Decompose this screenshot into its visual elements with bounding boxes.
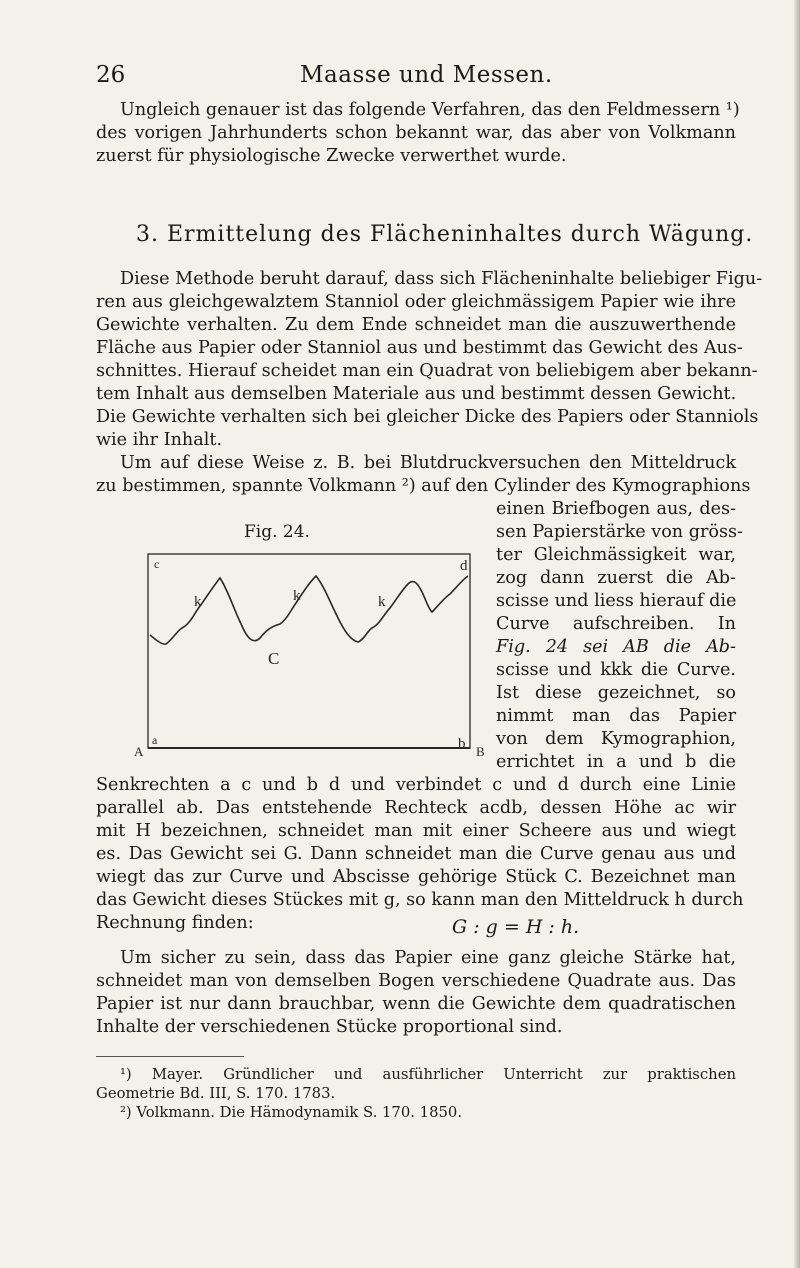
text-line: parallel ab. Das entstehende Rechteck acdb, dessen Höhe ac wir — [96, 798, 736, 818]
curve-kkk — [150, 576, 468, 644]
text-line: sen Papierstärke von gröss- — [496, 522, 743, 542]
text-line: Curve aufschreiben. In — [496, 614, 736, 634]
text-line: Papier ist nur dann brauchbar, wenn die Gewichte dem quadratischen — [96, 994, 736, 1014]
text-line: des vorigen Jahrhunderts schon bekannt war, das aber von Volkmann — [96, 123, 736, 143]
page-number: 26 — [96, 62, 126, 88]
text-line: Um auf diese Weise z. B. bei Blutdruckversuchen den Mitteldruck — [120, 453, 736, 473]
text-line: von dem Kymographion, — [496, 729, 736, 749]
text-line: nimmt man das Papier — [496, 706, 736, 726]
running-title: Maasse und Messen. — [300, 62, 553, 88]
text-line: Fig. 24 sei AB die Ab- — [496, 637, 736, 657]
text-line: Um sicher zu sein, dass das Papier eine ganz gleiche Stärke hat, — [120, 948, 736, 968]
text-line: scisse und kkk die Curve. — [496, 660, 736, 680]
label-d: d — [460, 558, 468, 574]
text-line: Fläche aus Papier oder Stanniol aus und bestimmt das Gewicht des Aus- — [96, 338, 743, 358]
label-a: a — [152, 733, 158, 747]
label-C: C — [268, 649, 280, 668]
footnote-line: ²) Volkmann. Die Hämodynamik S. 170. 1850. — [120, 1104, 463, 1121]
text-line: zog dann zuerst die Ab- — [496, 568, 736, 588]
label-k-2: k — [293, 588, 301, 604]
text-line: scisse und liess hierauf die — [496, 591, 737, 611]
text-line: zuerst für physiologische Zwecke verwerthet wurde. — [96, 146, 567, 166]
text-line: Diese Methode beruht darauf, dass sich Flächeninhalte beliebiger Figu- — [120, 269, 763, 289]
text-line: Ungleich genauer ist das folgende Verfahren, das den Feldmessern ¹) — [120, 100, 740, 120]
text-line: schnittes. Hierauf scheidet man ein Quadrat von beliebigem aber bekann- — [96, 361, 758, 381]
text-line: Die Gewichte verhalten sich bei gleicher Dicke des Papiers oder Stanniols — [96, 407, 759, 427]
text-line: Gewichte verhalten. Zu dem Ende schneidet man die auszuwerthende — [96, 315, 736, 335]
text-line: Senkrechten a c und b d und verbindet c und d durch eine Linie — [96, 775, 736, 795]
footnote-line: ¹) Mayer. Gründlicher und ausführlicher Unterricht zur praktischen — [120, 1066, 736, 1083]
text-line: ter Gleichmässigkeit war, — [496, 545, 736, 565]
figure-24 — [136, 540, 496, 770]
text-line: zu bestimmen, spannte Volkmann ²) auf den Cylinder des Kymographions — [96, 476, 751, 496]
footnote-rule — [96, 1056, 244, 1057]
footnote-line: Geometrie Bd. III, S. 170. 1783. — [96, 1085, 336, 1102]
label-k-1: k — [194, 594, 202, 610]
text-line: schneidet man von demselben Bogen verschiedene Quadrate aus. Das — [96, 971, 736, 991]
label-k-3: k — [378, 594, 386, 610]
text-line: Rechnung finden: — [96, 913, 254, 933]
label-B: B — [476, 744, 485, 759]
formula: G : g = H : h. — [452, 916, 580, 938]
label-b: b — [458, 736, 466, 752]
text-line: Ist diese gezeichnet, so — [496, 683, 736, 703]
text-line: tem Inhalt aus demselben Materiale aus und bestimmt dessen Gewicht. — [96, 384, 737, 404]
page-edge — [794, 0, 800, 1268]
label-A: A — [134, 744, 144, 759]
label-c: c — [154, 557, 160, 571]
text-line: Inhalte der verschiedenen Stücke proportional sind. — [96, 1017, 563, 1037]
section-heading: 3. Ermittelung des Flächeninhaltes durch Wägung. — [136, 222, 754, 247]
text-line: mit H bezeichnen, schneidet man mit einer Scheere aus und wiegt — [96, 821, 736, 841]
text-line: errichtet in a und b die — [496, 752, 736, 772]
text-line: wiegt das zur Curve und Abscisse gehörige Stück C. Bezeichnet man — [96, 867, 736, 887]
text-line: einen Briefbogen aus, des- — [496, 499, 736, 519]
figure-label: Fig. 24. — [244, 522, 310, 542]
text-line: ren aus gleichgewalztem Stanniol oder gleichmässigem Papier wie ihre — [96, 292, 736, 312]
text-line: wie ihr Inhalt. — [96, 430, 223, 450]
text-line: es. Das Gewicht sei G. Dann schneidet man die Curve genau aus und — [96, 844, 736, 864]
text-line: das Gewicht dieses Stückes mit g, so kann man den Mitteldruck h durch — [96, 890, 744, 910]
